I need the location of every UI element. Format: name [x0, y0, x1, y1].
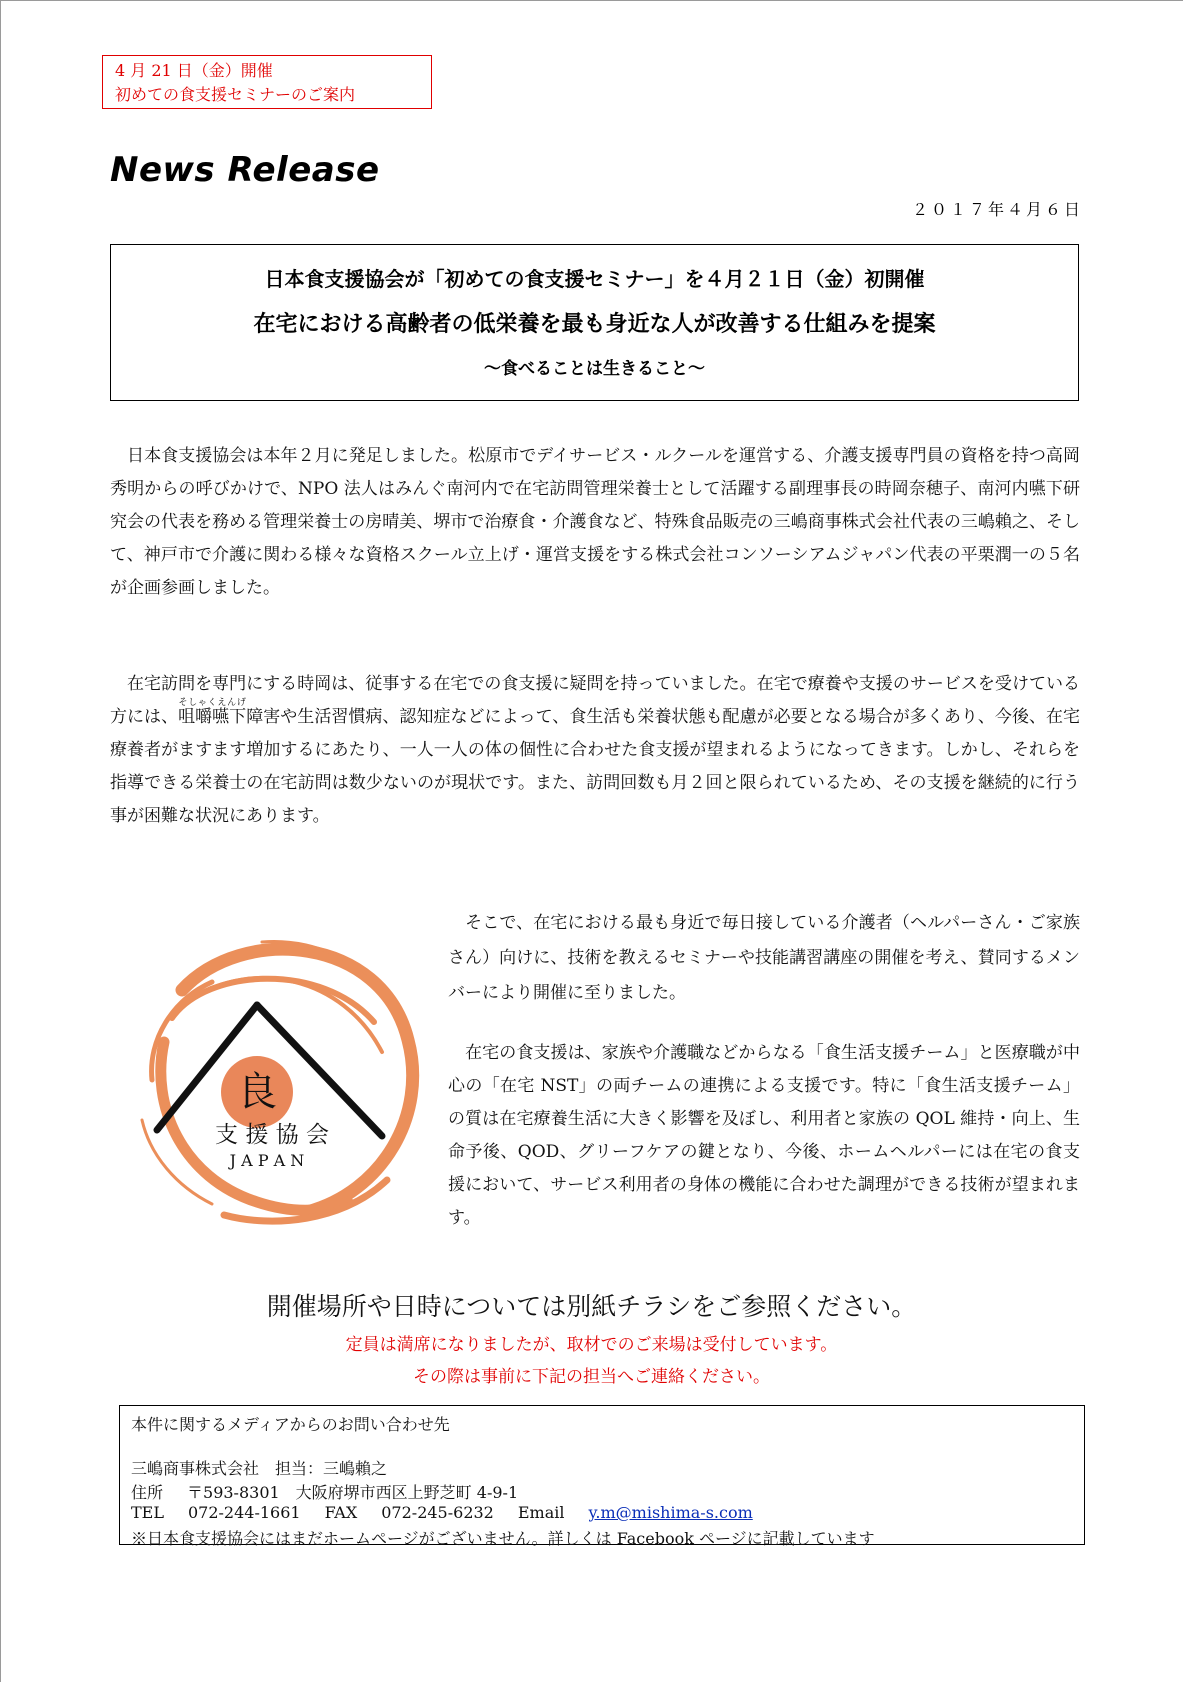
contact-heading: 本件に関するメディアからのお問い合わせ先	[131, 1415, 450, 1434]
event-notice-box	[102, 55, 432, 109]
ruby-base: 咀嚼嚥下	[178, 707, 247, 727]
contact-box	[119, 1405, 1085, 1548]
contact-phone-line	[131, 1503, 753, 1522]
headline-main: 日本食支援協会が「初めての食支援セミナー」を４月２１日（金）初開催	[264, 267, 925, 291]
event-title-line: 初めての食支援セミナーのご案内	[115, 85, 356, 104]
body-paragraph-3-text: そこで、在宅における最も身近で毎日接している介護者（ヘルパーさん・ご家族さん）向けに、技術を教えるセミナーや技能講習講座の開催を考え、賛同するメンバーにより開催に至りました。	[448, 913, 1080, 1003]
fax-value: 072-245-6232	[381, 1503, 494, 1522]
event-date-line: 4 月 21 日（金）開催	[115, 61, 273, 80]
headline-tagline: ～食べることは生きること～	[484, 359, 705, 379]
body-paragraph-2-text-b: 障害や生活習慣病、認知症などによって、食生活も栄養状態も配慮が必要となる場合が多くあり、今後、在宅療養者がますます増加するにあたり、一人一人の体の個性に合わせた食支援が望まれるようになってきます。しかし、それらを指導できる栄養士の在宅訪問は数少ないのが現状です。また、訪問回数も月２回と限られているため、その支援を継続的に行う事が困難な状況にあります。	[110, 707, 1081, 826]
email-label: Email	[517, 1503, 565, 1522]
press-notice-1: 定員は満席になりましたが、取材でのご来場は受付しています。	[345, 1335, 838, 1355]
contact-address	[131, 1480, 518, 1503]
email-link[interactable]: y.m@mishima-s.com	[588, 1503, 753, 1522]
body-paragraph-1	[110, 440, 1080, 605]
headline-sub: 在宅における高齢者の低栄養を最も身近な人が改善する仕組みを提案	[253, 312, 936, 337]
press-notice-2: その際は事前に下記の担当へご連絡ください。	[413, 1367, 770, 1387]
body-paragraph-4	[448, 1037, 1080, 1235]
body-paragraph-2	[110, 668, 1080, 833]
contact-note: ※日本食支援協会にはまだホームページがございません。詳しくは Facebook ページに記載しています	[131, 1529, 875, 1548]
body-paragraph-4-text: 在宅の食支援は、家族や介護職などからなる「食生活支援チーム」と医療職が中心の「在宅 NST」の両チームの連携による支援です。特に「食生活支援チーム」の質は在宅療養生活に大きく影響を及ぼし、利用者と家族の QOL 維持・向上、生命予後、QOD、グリーフケアの鍵となり、今後、ホームヘルパーには在宅の食支援において、サービス利用者の身体の機能に合わせた調理ができる技術が望まれます。	[448, 1043, 1080, 1228]
page-edge-top	[0, 0, 1183, 1]
headline-box	[110, 244, 1079, 401]
tel-label: TEL	[131, 1503, 164, 1522]
body-paragraph-1-text: 日本食支援協会は本年２月に発足しました。松原市でデイサービス・ルクールを運営する、介護支援専門員の資格を持つ高岡秀明からの呼びかけで、NPO 法人はみんぐ南河内で在宅訪問管理栄養士として活躍する副理事長の時岡奈穂子、南河内嚥下研究会の代表を務める管理栄養士の房晴美、堺市で治療食・介護食など、特殊食品販売の三嶋商事株式会社代表の三嶋賴之、そして、神戸市で介護に関わる様々な資格スクール立上げ・運営支援をする株式会社コンソーシアムジャパン代表の平栗潤一の５名が企画参画しました。	[110, 446, 1080, 598]
tel-value: 072-244-1661	[187, 1503, 301, 1522]
page-edge-left	[0, 0, 1, 1682]
logo-kanji-inner: 良	[237, 1069, 277, 1115]
address-value: 〒593-8301 大阪府堺市西区上野芝町 4-9-1	[187, 1483, 519, 1502]
logo-latin-text: J A P A N	[229, 1151, 305, 1170]
association-logo	[112, 930, 432, 1230]
venue-notice: 開催場所や日時については別紙チラシをご参照ください。	[266, 1292, 917, 1321]
fax-label: FAX	[324, 1503, 358, 1522]
logo-org-text: 支 援 協 会	[215, 1122, 329, 1148]
ruby-term	[178, 698, 247, 727]
ruby-reading: そしゃくえんげ	[178, 698, 247, 708]
release-title: News Release	[110, 150, 380, 190]
address-label: 住所	[131, 1483, 164, 1502]
body-paragraph-3	[448, 906, 1080, 1011]
contact-company: 三嶋商事株式会社 担当：三嶋賴之	[131, 1459, 388, 1478]
body-paragraph-2-text-a: 在宅訪問を専門にする時岡は、従事する在宅での食支援に疑問を持っていました。在宅で療養や支援のサービスを受けている方には、	[110, 674, 1080, 727]
release-date: ２０１７年４月６日	[911, 200, 1083, 219]
